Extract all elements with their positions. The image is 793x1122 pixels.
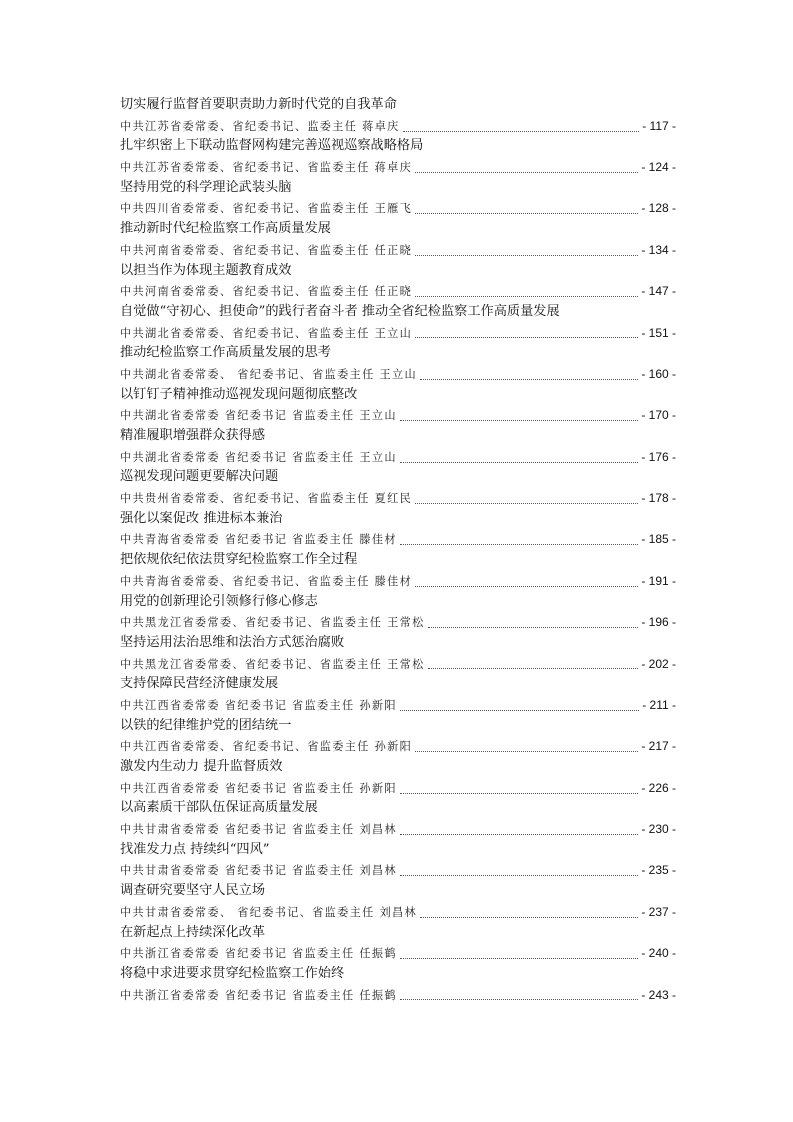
toc-entry-author: 中共江苏省委常委、省纪委书记、省监委主任 蒋卓庆 [120, 161, 413, 175]
toc-entry-author: 中共浙江省委常委 省纪委书记 省监委主任 任振鹤 [120, 947, 397, 961]
toc-entry-author-line [120, 778, 676, 799]
toc-entry-page-number[interactable]: - 176 - [641, 449, 676, 464]
dot-leader [403, 131, 640, 132]
toc-entry[interactable] [120, 840, 676, 881]
toc-entry[interactable] [120, 385, 676, 426]
dot-leader [420, 379, 638, 380]
toc-entry-author: 中共江西省委常委 省纪委书记 省监委主任 孙新阳 [120, 698, 397, 712]
toc-entry-title[interactable]: 找准发力点 持续纠“四风” [120, 841, 270, 857]
toc-entry-page-number[interactable]: - 243 - [641, 987, 676, 1002]
toc-entry-title[interactable]: 激发内生动力 提升监督质效 [120, 759, 283, 774]
toc-entry-title[interactable]: 精准履职增强群众获得感 [120, 428, 266, 443]
toc-entry[interactable] [120, 964, 676, 1005]
toc-entry-author-line [120, 985, 676, 1006]
toc-entry-page-number[interactable]: - 217 - [641, 739, 676, 754]
table-of-contents [120, 95, 676, 1005]
toc-entry-title[interactable]: 将稳中求进要求贯穿纪检监察工作始终 [120, 965, 345, 981]
dot-leader [415, 751, 638, 752]
toc-entry-title[interactable]: 坚持运用法治思维和法治方式惩治腐败 [120, 634, 345, 650]
toc-entry-author-line [120, 405, 676, 426]
dot-leader [400, 999, 639, 1000]
toc-entry-author: 中共贵州省委常委、省纪委书记、省监委主任 夏红民 [120, 492, 413, 506]
toc-entry-author: 中共黑龙江省委常委、省纪委书记、省监委主任 王常松 [120, 657, 425, 671]
toc-entry-author-line [120, 157, 676, 178]
toc-entry-author: 中共黑龙江省委常委、省纪委书记、省监委主任 王常松 [120, 616, 425, 630]
toc-entry-title[interactable]: 推动纪检监察工作高质量发展的思考 [120, 345, 331, 361]
dot-leader [400, 875, 639, 876]
toc-entry[interactable] [120, 261, 676, 302]
toc-entry[interactable] [120, 881, 676, 922]
toc-entry[interactable] [120, 798, 676, 839]
toc-entry-author: 中共四川省委常委、省纪委书记、省监委主任 王雁飞 [120, 202, 413, 216]
dot-leader [428, 668, 639, 669]
toc-entry-page-number[interactable]: - 235 - [641, 863, 676, 878]
toc-entry-page-number[interactable]: - 117 - [642, 118, 676, 133]
toc-entry-title[interactable]: 以铁的纪律维护党的团结统一 [120, 717, 292, 733]
toc-entry-page-number[interactable]: - 185 - [641, 532, 676, 547]
toc-entry-page-number[interactable]: - 160 - [641, 366, 676, 381]
toc-entry-author-line [120, 571, 676, 592]
toc-entry-page-number[interactable]: - 230 - [641, 822, 676, 837]
toc-entry[interactable] [120, 178, 676, 219]
toc-entry-title[interactable]: 以高素质干部队伍保证高质量发展 [120, 800, 318, 816]
toc-entry-page-number[interactable]: - 202 - [641, 656, 676, 671]
toc-entry[interactable] [120, 426, 676, 467]
toc-entry-author-line [120, 654, 676, 675]
toc-entry-author-line [120, 240, 676, 261]
toc-entry-page-number[interactable]: - 124 - [641, 160, 676, 175]
toc-entry[interactable] [120, 467, 676, 508]
dot-leader [400, 462, 639, 463]
toc-entry-title[interactable]: 坚持用党的科学理论武装头脑 [120, 179, 292, 195]
toc-entry-title[interactable]: 巡视发现问题更要解决问题 [120, 469, 279, 485]
toc-entry-author: 中共甘肃省委常委 省纪委书记 省监委主任 刘昌林 [120, 823, 397, 837]
toc-entry-author-line [120, 116, 676, 137]
toc-entry-author: 中共湖北省委常委 省纪委书记 省监委主任 王立山 [120, 409, 397, 423]
toc-entry-author-line [120, 819, 676, 840]
toc-entry-title[interactable]: 以钉钉子精神推动巡视发现问题彻底整改 [120, 386, 358, 402]
dot-leader [415, 255, 638, 256]
toc-entry-page-number[interactable]: - 128 - [641, 201, 676, 216]
dot-leader [415, 586, 638, 587]
toc-entry[interactable] [120, 219, 676, 260]
toc-entry-author-line [120, 281, 676, 302]
toc-entry-page-number[interactable]: - 237 - [641, 904, 676, 919]
toc-entry[interactable] [120, 136, 676, 177]
dot-leader [428, 627, 639, 628]
toc-entry-author-line [120, 323, 676, 344]
toc-entry-title[interactable]: 调查研究要坚守人民立场 [120, 883, 266, 899]
toc-entry[interactable] [120, 509, 676, 550]
toc-entry[interactable] [120, 302, 676, 343]
toc-entry-page-number[interactable]: - 240 - [641, 946, 676, 961]
toc-entry-page-number[interactable]: - 147 - [641, 284, 676, 299]
dot-leader [415, 172, 638, 173]
dot-leader [415, 296, 638, 297]
toc-entry[interactable] [120, 923, 676, 964]
toc-entry-author: 中共湖北省委常委 省纪委书记 省监委主任 王立山 [120, 450, 397, 464]
toc-entry-author-line [120, 364, 676, 385]
toc-entry-page-number[interactable]: - 191 - [641, 573, 676, 588]
toc-entry-page-number[interactable]: - 151 - [641, 325, 676, 340]
toc-entry-page-number[interactable]: - 134 - [641, 242, 676, 257]
toc-entry[interactable] [120, 674, 676, 715]
toc-entry-author-line [120, 736, 676, 757]
toc-entry-author-line [120, 943, 676, 964]
toc-entry-page-number[interactable]: - 170 - [641, 408, 676, 423]
toc-entry[interactable] [120, 343, 676, 384]
toc-entry-author-line [120, 695, 676, 716]
toc-entry-title[interactable]: 推动新时代纪检监察工作高质量发展 [120, 221, 331, 237]
dot-leader [400, 958, 639, 959]
toc-entry[interactable] [120, 550, 676, 591]
toc-entry-author: 中共甘肃省委常委、 省纪委书记、省监委主任 刘昌林 [120, 905, 417, 919]
toc-entry-title[interactable]: 强化以案促改 推进标本兼治 [120, 510, 283, 526]
toc-entry[interactable] [120, 757, 676, 798]
toc-entry-author: 中共青海省委常委、省纪委书记、省监委主任 滕佳材 [120, 574, 413, 588]
toc-entry-author-line [120, 529, 676, 550]
toc-entry-title[interactable]: 把依规依纪依法贯穿纪检监察工作全过程 [120, 552, 358, 568]
toc-entry-author: 中共江西省委常委 省纪委书记 省监委主任 孙新阳 [120, 781, 397, 795]
dot-leader [420, 917, 638, 918]
toc-entry-author-line [120, 198, 676, 219]
toc-entry-author-line [120, 902, 676, 923]
toc-entry-title[interactable]: 自觉做“守初心、担使命”的践行者奋斗者 推动全省纪检监察工作高质量发展 [120, 303, 560, 319]
toc-entry-author: 中共湖北省委常委、 省纪委书记、省监委主任 王立山 [120, 367, 417, 381]
toc-entry-title[interactable]: 支持保障民营经济健康发展 [120, 676, 279, 692]
dot-leader [415, 213, 638, 214]
dot-leader [400, 834, 639, 835]
toc-entry-author: 中共江西省委常委、省纪委书记、省监委主任 孙新阳 [120, 740, 413, 754]
toc-entry-title[interactable]: 用党的创新理论引领修行修心修志 [120, 593, 318, 609]
toc-entry[interactable] [120, 592, 676, 633]
toc-entry-page-number[interactable]: - 226 - [641, 780, 676, 795]
toc-entry-title[interactable]: 扎牢织密上下联动监督网构建完善巡视巡察战略格局 [120, 138, 424, 154]
toc-entry[interactable] [120, 633, 676, 674]
toc-entry-author: 中共浙江省委常委 省纪委书记 省监委主任 任振鹤 [120, 988, 397, 1002]
toc-entry-author-line [120, 447, 676, 468]
toc-entry-author: 中共河南省委常委、省纪委书记、省监委主任 任正晓 [120, 285, 413, 299]
toc-entry-author: 中共河南省委常委、省纪委书记、省监委主任 任正晓 [120, 243, 413, 257]
toc-entry-author: 中共甘肃省委常委 省纪委书记 省监委主任 刘昌林 [120, 864, 397, 878]
dot-leader [400, 793, 639, 794]
toc-entry-title[interactable]: 在新起点上持续深化改革 [120, 924, 266, 940]
toc-entry-page-number[interactable]: - 211 - [642, 697, 676, 712]
dot-leader [400, 544, 639, 545]
dot-leader [415, 503, 638, 504]
toc-entry-author-line [120, 860, 676, 881]
toc-entry-author: 中共江苏省委常委、省纪委书记、监委主任 蒋卓庆 [120, 119, 400, 133]
toc-entry-author: 中共湖北省委常委、省纪委书记、省监委主任 王立山 [120, 326, 413, 340]
toc-entry-title[interactable]: 切实履行监督首要职责助力新时代党的自我革命 [120, 97, 397, 112]
toc-entry-page-number[interactable]: - 178 - [641, 491, 676, 506]
dot-leader [400, 420, 639, 421]
dot-leader [415, 337, 638, 338]
toc-entry-author-line [120, 612, 676, 633]
toc-entry[interactable] [120, 716, 676, 757]
toc-entry-author-line [120, 488, 676, 509]
toc-entry-title[interactable]: 以担当作为体现主题教育成效 [120, 262, 292, 278]
dot-leader [400, 710, 639, 711]
toc-entry[interactable] [120, 95, 676, 136]
toc-entry-page-number[interactable]: - 196 - [641, 615, 676, 630]
toc-entry-author: 中共青海省委常委 省纪委书记 省监委主任 滕佳材 [120, 533, 397, 547]
